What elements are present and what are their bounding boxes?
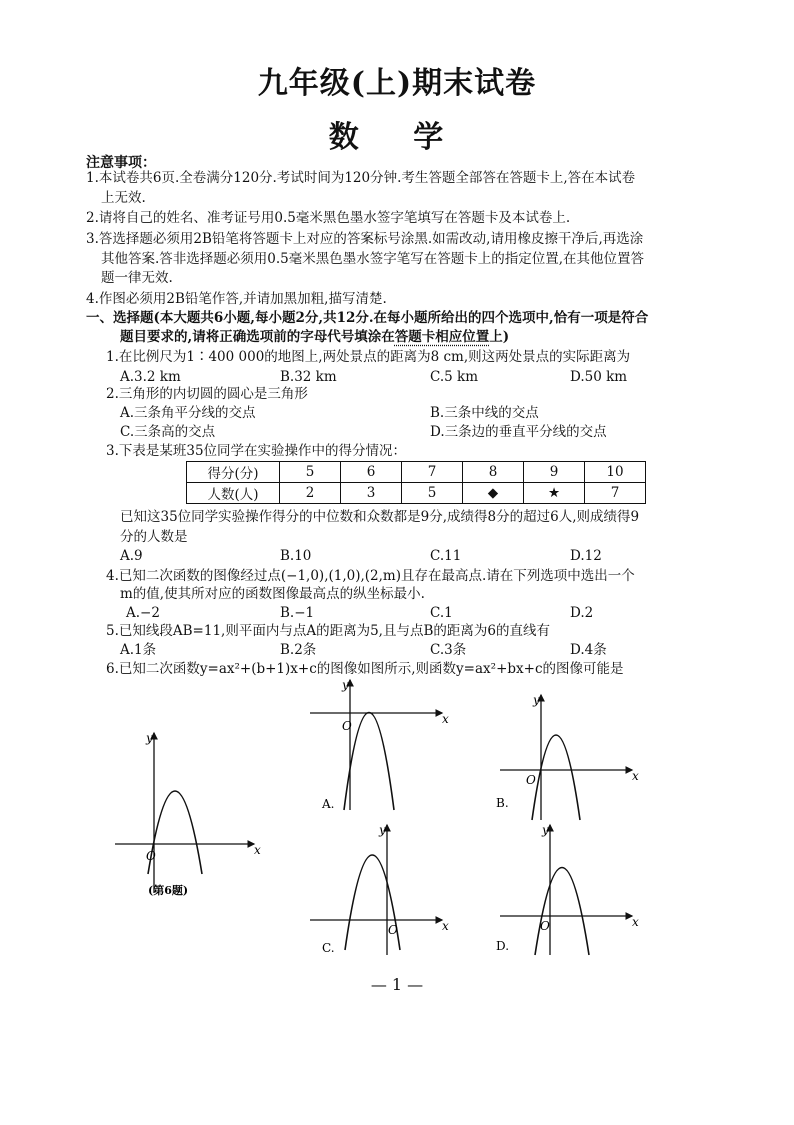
- q5-option-b: B.2条: [280, 642, 317, 658]
- option-a-label: A.: [322, 797, 335, 811]
- x-axis-label: x: [254, 843, 261, 857]
- count-table-row: [187, 483, 646, 504]
- option-c-label: C.: [322, 941, 335, 955]
- section1-heading: 一、选择题(本大题共6小题,每小题2分,共12分.在每小题所给出的四个选项中,恰有一项是符合: [86, 310, 649, 326]
- q1-stem: 1.在比例尺为1∶400 000的地图上,两处景点的距离为8 cm,则这两处景点的实际距离为: [106, 349, 631, 365]
- q6-stem: 6.已知二次函数y=ax²+(b+1)x+c的图像如图所示,则函数y=ax²+bx+c的图像可能是: [106, 661, 624, 677]
- parabola-curve: [148, 791, 202, 874]
- note-line-4: 4.作图必须用2B铅笔作答,并请加黑加粗,描写清楚.: [86, 291, 387, 307]
- table-cell: 7: [402, 462, 463, 483]
- table-cell: 10: [585, 462, 646, 483]
- score-table: [186, 461, 646, 504]
- q2-option-d: D.三条边的垂直平分线的交点: [430, 424, 607, 440]
- table-cell: 9: [524, 462, 585, 483]
- x-axis-label: x: [632, 915, 639, 929]
- note-line-1: 1.本试卷共6页.全卷满分120分.考试时间为120分钟.考生答题全部答在答题卡上,答在本试卷: [86, 170, 636, 186]
- q6-main-graph: [110, 728, 260, 898]
- section1-text-a: 题目要求的,请将正确选项前的字母代号填涂在: [120, 329, 395, 345]
- q5-option-d: D.4条: [570, 642, 607, 658]
- q4-stem: 4.已知二次函数的图像经过点(−1,0),(1,0),(2,m)且存在最高点.请在下列选项中选出一个: [106, 568, 635, 584]
- diamond-icon: ◆: [463, 483, 524, 504]
- option-c-graph: [300, 820, 460, 960]
- q5-stem: 5.已知线段AB=11,则平面内与点A的距离为5,且与点B的距离为6的直线有: [106, 623, 550, 639]
- table-cell: 6: [341, 462, 402, 483]
- table-cell: 5: [280, 462, 341, 483]
- q1-option-d: D.50 km: [570, 369, 628, 385]
- q3-stem: 3.下表是某班35位同学在实验操作中的得分情况：: [106, 443, 407, 459]
- table-cell: 8: [463, 462, 524, 483]
- origin-label: O: [342, 719, 352, 733]
- note-line-3: 3.答选择题必须用2B铅笔将答题卡上对应的答案标号涂黑.如需改动,请用橡皮擦干净后,再选涂: [86, 231, 644, 247]
- origin-label: O: [388, 923, 398, 937]
- note-line-3c: 题一律无效.: [101, 270, 173, 286]
- parabola-curve: [535, 868, 589, 956]
- x-axis-label: x: [442, 712, 449, 726]
- q3-option-c: C.11: [430, 548, 462, 564]
- y-axis-label: y: [379, 823, 386, 837]
- y-axis-label: y: [342, 678, 349, 692]
- option-d-label: D.: [496, 939, 510, 953]
- table-cell: 2: [280, 483, 341, 504]
- option-b-graph: [490, 690, 640, 825]
- x-axis-label: x: [442, 919, 449, 933]
- origin-label: O: [526, 773, 536, 787]
- q5-option-c: C.3条: [430, 642, 467, 658]
- page-title: 九年级(上)期末试卷: [257, 66, 537, 101]
- note-line-1b: 上无效.: [101, 190, 146, 206]
- section1-text-c: 上): [489, 329, 510, 345]
- parabola-curve: [532, 735, 580, 820]
- q4-option-c: C.1: [430, 605, 453, 621]
- table-cell: 得分(分): [187, 462, 280, 483]
- q3-option-a: A.9: [120, 548, 143, 564]
- table-cell: 人数(人): [187, 483, 280, 504]
- y-axis-label: y: [146, 731, 153, 745]
- page-number: — 1 —: [370, 975, 424, 994]
- q3-continuation-2: 分的人数是: [120, 529, 188, 545]
- section1-heading-cont: [120, 327, 509, 347]
- q3-continuation: 已知这35位同学实验操作得分的中位数和众数都是9分,成绩得8分的超过6人,则成绩得9: [120, 509, 640, 525]
- q2-option-a: A.三条角平分线的交点: [120, 405, 256, 421]
- q2-stem: 2.三角形的内切圆的圆心是三角形: [106, 386, 308, 402]
- origin-label: O: [540, 919, 550, 933]
- notes-heading: 注意事项：: [86, 155, 156, 171]
- y-axis-label: y: [542, 823, 549, 837]
- note-line-2: 2.请将自己的姓名、准考证号用0.5毫米黑色墨水签字笔填写在答题卡及本试卷上.: [86, 210, 571, 226]
- y-axis-label: y: [533, 693, 540, 707]
- q4-option-d: D.2: [570, 605, 594, 621]
- option-b-label: B.: [496, 796, 509, 810]
- table-cell: 7: [585, 483, 646, 504]
- option-d-graph: [490, 820, 640, 960]
- q4-option-a: A.−2: [126, 605, 160, 621]
- x-axis-label: x: [632, 769, 639, 783]
- q2-option-b: B.三条中线的交点: [430, 405, 539, 421]
- option-a-graph: [300, 675, 460, 825]
- origin-label: O: [146, 849, 156, 863]
- q3-option-b: B.10: [280, 548, 312, 564]
- table-cell: 5: [402, 483, 463, 504]
- q3-option-d: D.12: [570, 548, 602, 564]
- q4-option-b: B.−1: [280, 605, 315, 621]
- subject-title: 数 学: [328, 120, 466, 155]
- q1-option-a: A.3.2 km: [120, 369, 181, 385]
- q4-stem-2: m的值,使其所对应的函数图像最高点的纵坐标最小.: [120, 586, 425, 602]
- score-table-row: [187, 462, 646, 483]
- q2-option-c: C.三条高的交点: [120, 424, 216, 440]
- table-cell: 3: [341, 483, 402, 504]
- q1-option-c: C.5 km: [430, 369, 479, 385]
- figure-caption: (第6题): [148, 884, 189, 897]
- section1-text-emph: 答题卡相应位置: [394, 329, 490, 345]
- star-icon: ★: [524, 483, 585, 504]
- note-line-3b: 其他答案.答非选择题必须用0.5毫米黑色墨水签字笔写在答题卡上的指定位置,在其他位置答: [101, 251, 645, 267]
- q5-option-a: A.1条: [120, 642, 157, 658]
- q1-option-b: B.32 km: [280, 369, 337, 385]
